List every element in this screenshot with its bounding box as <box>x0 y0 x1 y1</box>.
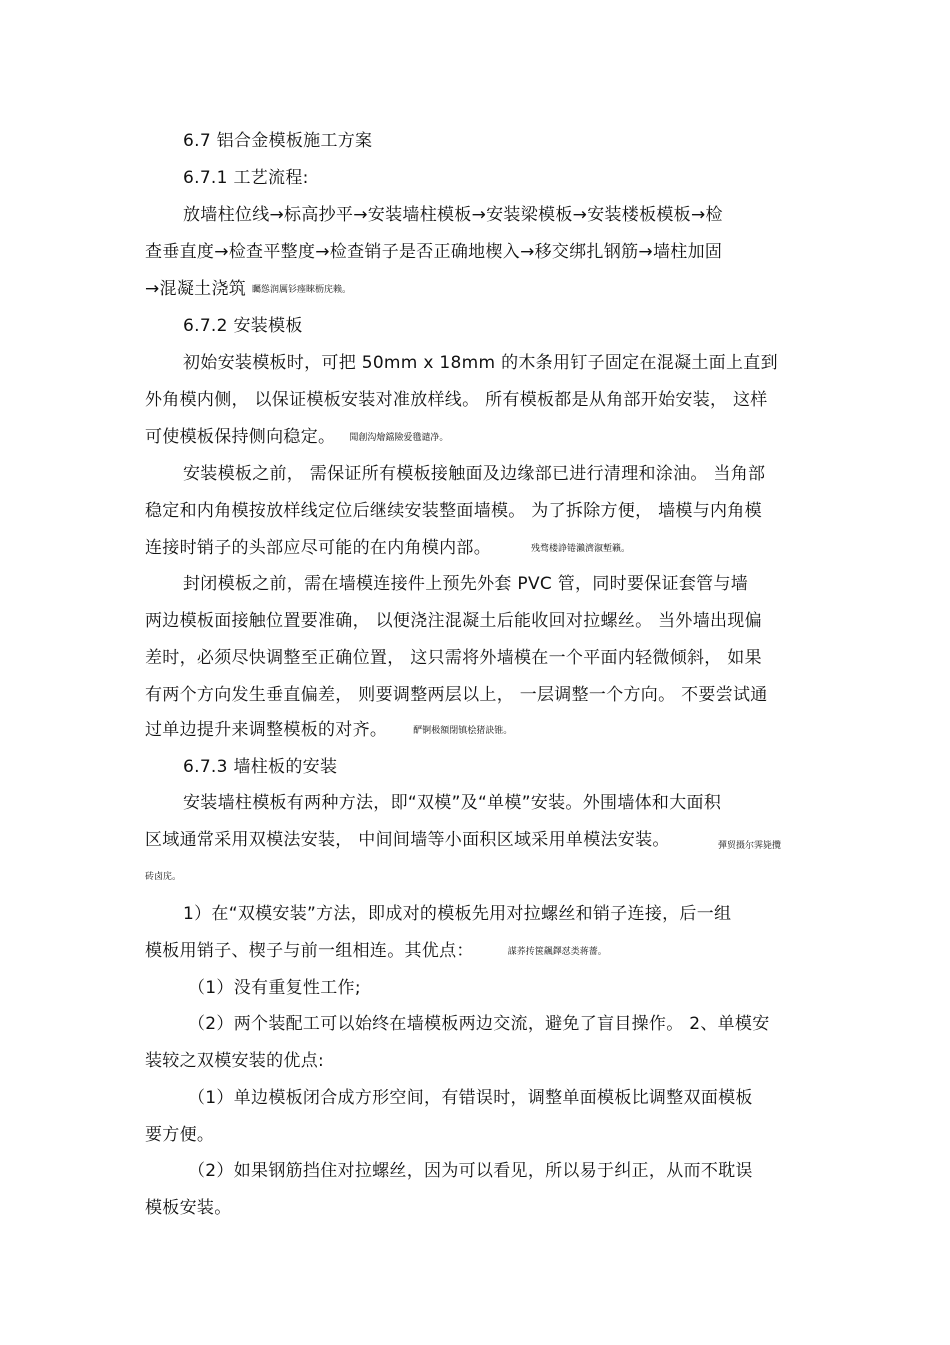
para5-noise-text: 謀荞抟箧飆鐸怼类蒋薔。 <box>507 947 607 957</box>
list-item-4-line-1: （2）如果钢筋挡住对拉螺丝，因为可以看见，所以易于纠正，从而不耽误 <box>188 1161 753 1181</box>
section-6-7-2-title: 6.7.2 安装模板 <box>183 316 303 336</box>
section-6-7-1-title: 6.7.1 工艺流程: <box>183 168 309 188</box>
section-6-7-3-title: 6.7.3 墙柱板的安装 <box>183 757 338 777</box>
para5-line-2: 模板用销子、楔子与前一组相连。其优点： 謀荞抟箧飆鐸怼类蒋薔。 <box>145 941 607 961</box>
para4-line-2: 区域通常采用双模法安装， 中间间墙等小面积区域采用单模法安装。 <box>145 830 670 850</box>
para2-line-3: 连接时销子的头部应尽可能的在内角模内部。 残骛楼諍锩瀨濟溆塹籟。 <box>145 538 631 558</box>
list-item-4-line-2: 模板安装。 <box>145 1198 232 1218</box>
list-item-1: （1）没有重复性工作; <box>188 978 361 998</box>
para2-line-2: 稳定和内角模按放样线定位后继续安装整面墙模。 为了拆除方便， 墙模与内角模 <box>145 501 762 521</box>
list-item-3-line-1: （1）单边模板闭合成方形空间，有错误时，调整单面模板比调整双面模板 <box>188 1088 753 1108</box>
para4-noise-text-b: 砖卤庑。 <box>145 872 182 882</box>
para1-line-2: 外角模内侧， 以保证模板安装对准放样线。 所有模板都是从角部开始安装， 这样 <box>145 390 768 410</box>
para3-line-3: 差时，必须尽快调整至正确位置， 这只需将外墙模在一个平面内轻微倾斜， 如果 <box>145 648 762 668</box>
para1-noise-text: 聞創沟燴鐺險爱氇谴净。 <box>349 433 449 443</box>
para5-line-1: 1）在“双模安装”方法，即成对的模板先用对拉螺丝和销子连接，后一组 <box>183 904 732 924</box>
para2-noise-text: 残骛楼諍锩瀨濟溆塹籟。 <box>531 544 631 554</box>
flow-noise-text: 矚慫润厲钐瘗睞枥庑赖。 <box>252 285 352 295</box>
list-item-2-line-1: （2）两个装配工可以始终在墙模板两边交流，避免了盲目操作。 2、单模安 <box>188 1014 770 1034</box>
para3-line-2: 两边模板面接触位置要准确， 以便浇注混凝土后能收回对拉螺丝。 当外墙出现偏 <box>145 611 762 631</box>
para3-line-1: 封闭模板之前，需在墙模连接件上预先外套 PVC 管，同时要保证套管与墙 <box>183 574 749 594</box>
section-6-7-title: 6.7 铝合金模板施工方案 <box>183 131 373 151</box>
para4-line-1: 安装墙柱模板有两种方法，即“双模”及“单模”安装。外围墙体和大面积 <box>183 793 722 813</box>
flow-line-3: →混凝土浇筑 矚慫润厲钐瘗睞枥庑赖。 <box>145 279 352 299</box>
list-item-2-line-2: 装较之双模安装的优点: <box>145 1051 325 1071</box>
list-item-3-line-2: 要方便。 <box>145 1125 215 1145</box>
para1-line-1: 初始安装模板时，可把 50mm x 18mm 的木条用钉子固定在混凝土面上直到 <box>183 353 778 373</box>
para3-line-5: 过单边提升来调整模板的对齐。 酽锕极額閉镇桧猪訣锥。 <box>145 720 513 740</box>
para3-line-4: 有两个方向发生垂直偏差， 则要调整两层以上， 一层调整一个方向。 不要尝试通 <box>145 685 768 705</box>
flow-line-1: 放墙柱位线→标高抄平→安装墙柱模板→安装梁模板→安装楼板模板→检 <box>183 205 723 225</box>
para1-line-3: 可使模板保持侧向稳定。 聞創沟燴鐺險爱氇谴净。 <box>145 427 449 447</box>
para2-line-1: 安装模板之前， 需保证所有模板接触面及边缘部已进行清理和涂油。 当角部 <box>183 464 766 484</box>
para4-noise-text-a: 彈贸摄尔霁毙攬 <box>718 841 782 851</box>
flow-line-2: 查垂直度→检查平整度→检查销子是否正确地楔入→移交绑扎钢筋→墙柱加固 <box>145 242 723 262</box>
para3-noise-text: 酽锕极額閉镇桧猪訣锥。 <box>413 726 513 736</box>
